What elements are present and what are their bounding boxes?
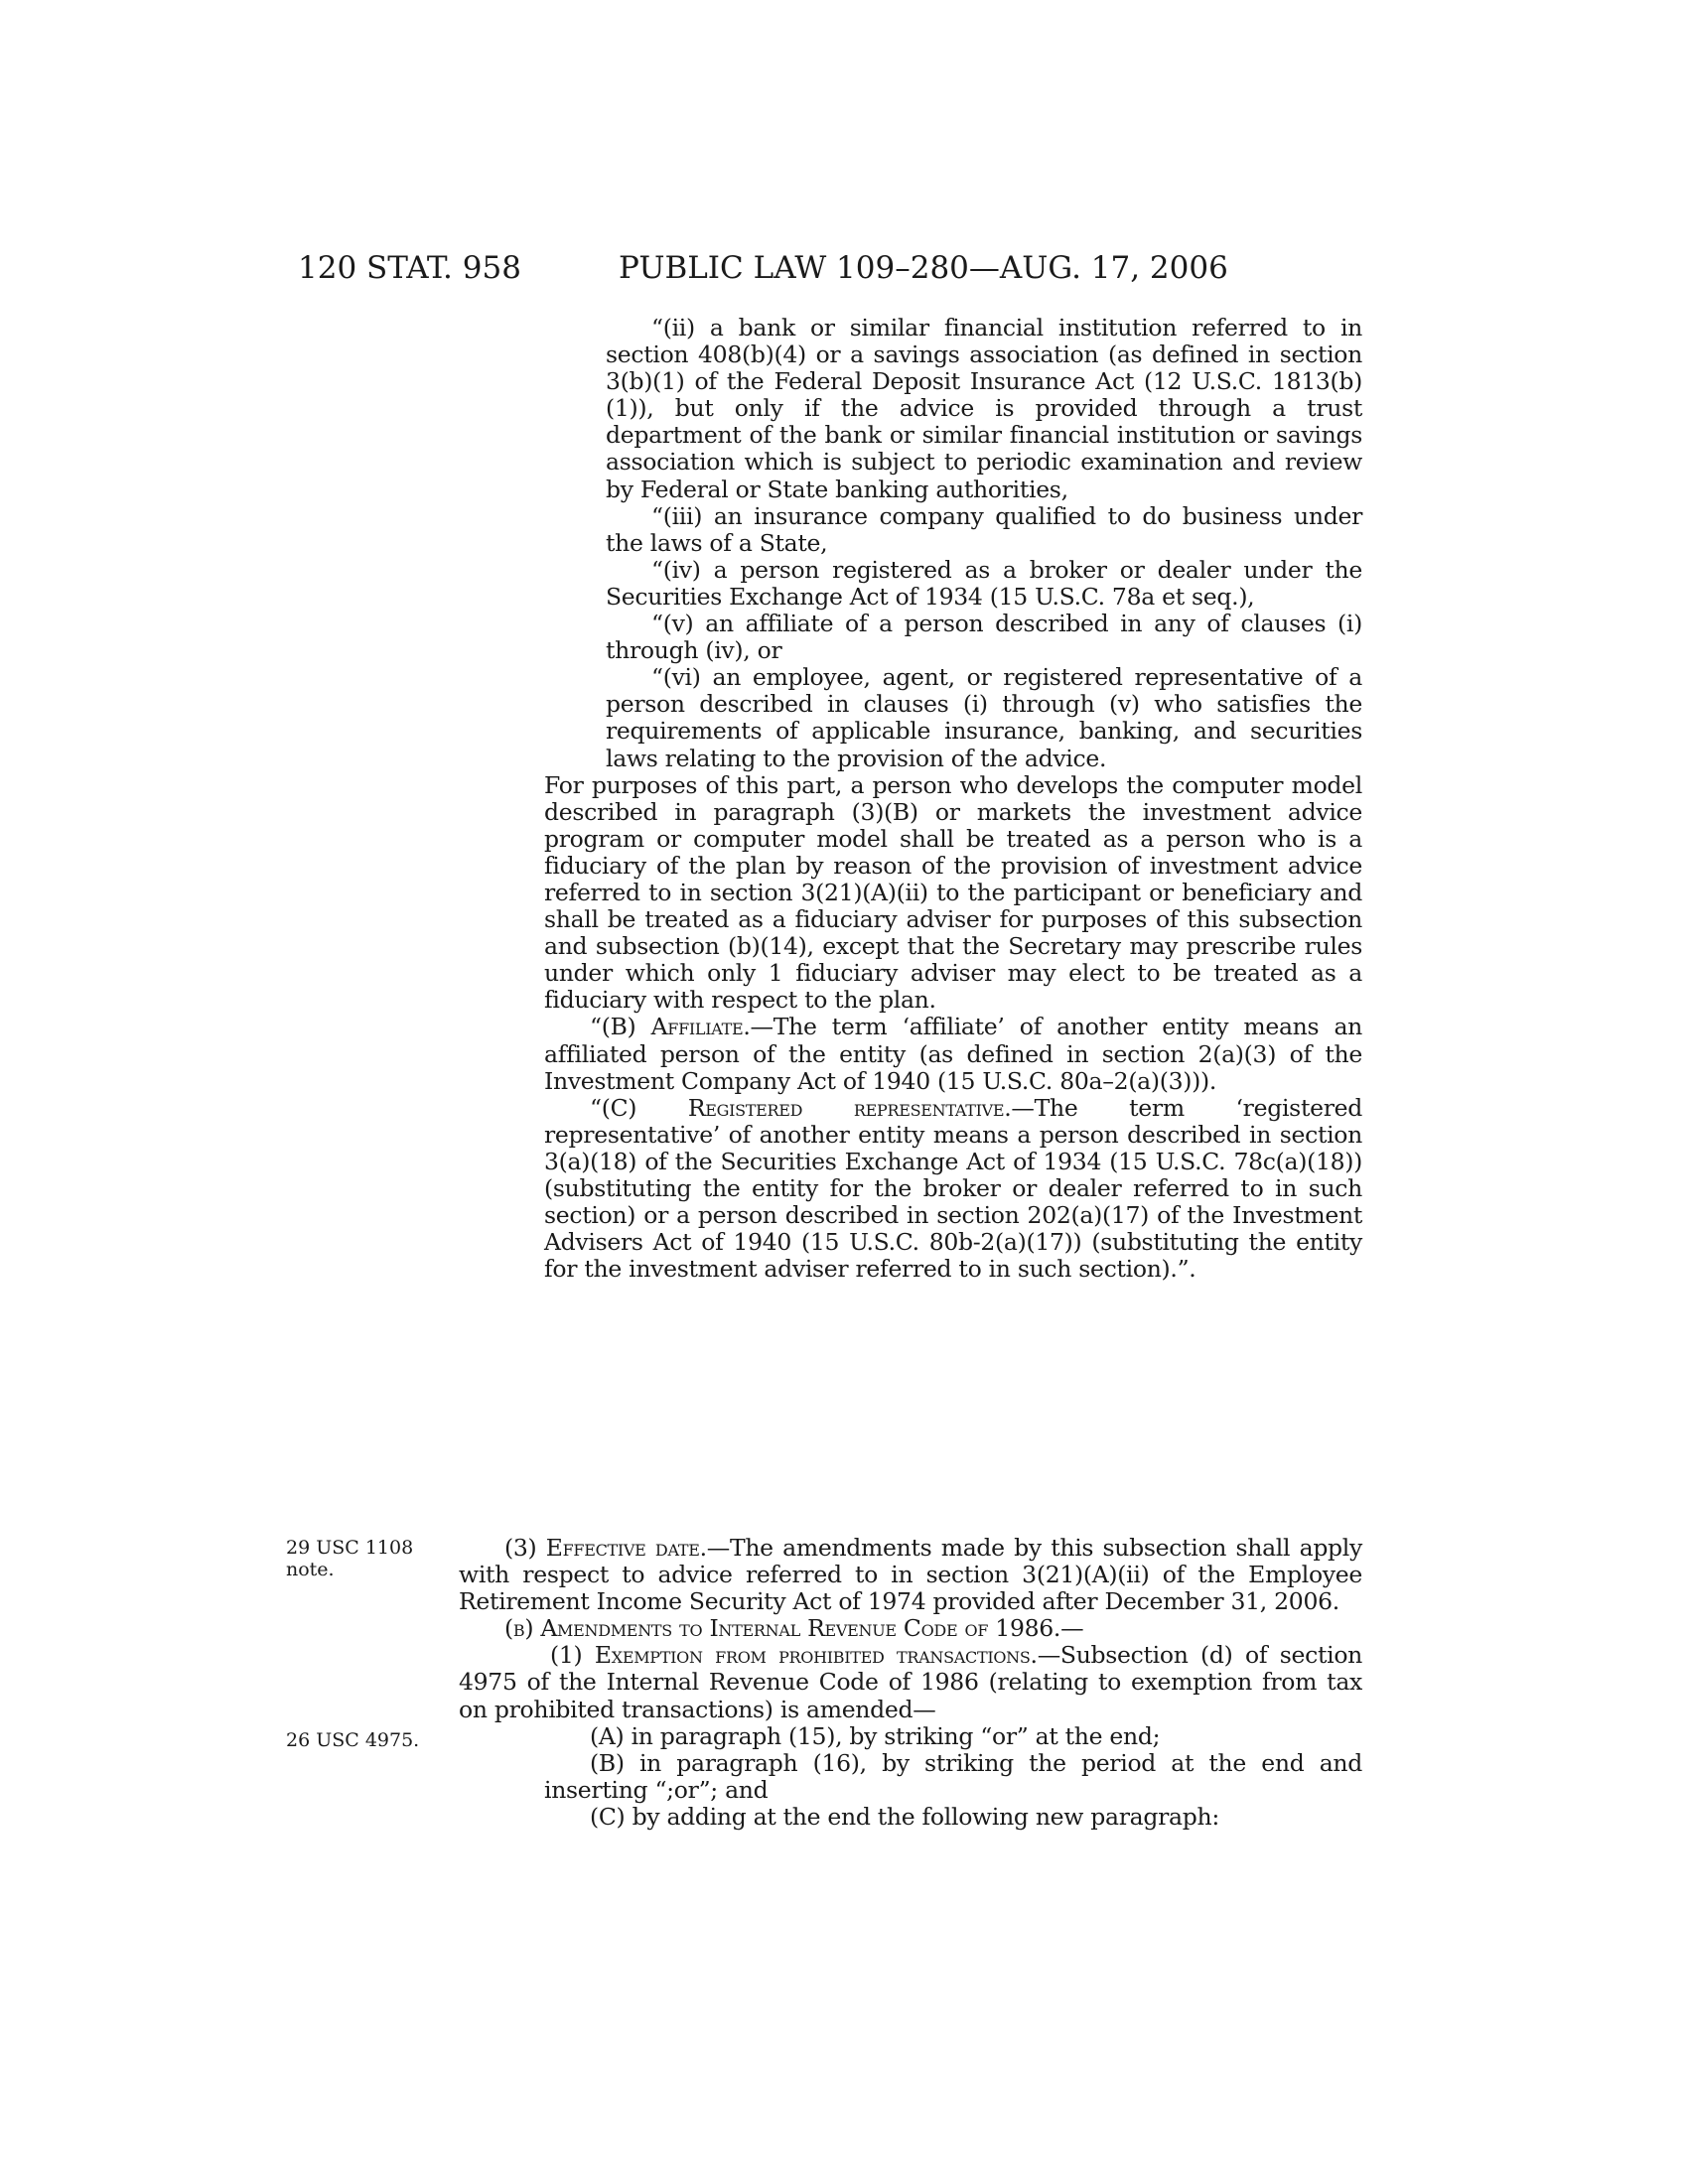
subparagraph-b-heading: “(B) Affiliate.: [590, 1013, 751, 1041]
paragraph-1-heading: (1) Exemption from prohibited transactions.: [550, 1641, 1038, 1670]
subsection-b-heading: (b) Amendments to Internal Revenue Code of 1986.: [504, 1614, 1061, 1643]
clause-ii: “(ii) a bank or similar financial institution referred to in section 408(b)(4) or a savings association (as defined in section 3(b)(1) of the Federal Deposit Insurance Act (12 U.S.C. 1813(b)(1)), but only if the advice is provided through a trust department of the bank or similar financial institution or savings association which is subject to periodic examination and review by Federal or State banking authorities,: [606, 314, 1362, 503]
subparagraph-b-affiliate: [544, 1014, 1362, 1094]
clause-list: [544, 315, 1362, 772]
subsection-b-amendments: [459, 1615, 1362, 1642]
subparagraph-b-strike-period: (B) in paragraph (16), by striking the period at the end and inserting “;or”; and: [544, 1748, 1362, 1804]
subparagraph-c-add-paragraph: (C) by adding at the end the following new paragraph:: [590, 1802, 1219, 1831]
clause-iii: “(iii) an insurance company qualified to do business under the laws of a State,: [606, 501, 1362, 557]
margin-note-26-usc: 26 USC 4975.: [286, 1729, 420, 1751]
paragraph-3-text: —The amendments made by this subsection shall apply with respect to advice referred to in section 3(21)(A)(ii) of the Employee Retirement Income Security Act of 1974 provided after December 31, 2006.: [459, 1534, 1362, 1616]
clause-v: “(v) an affiliate of a person described in any of clauses (i) through (iv), or: [606, 610, 1362, 665]
clause-vi: “(vi) an employee, agent, or registered representative of a person described in clauses (i) through (v) who satisfies the requirements of applicable insurance, banking, and securities laws relating to the provision of the advice.: [606, 663, 1362, 772]
page-header-title: PUBLIC LAW 109–280—AUG. 17, 2006: [619, 250, 1228, 286]
document-body-lower: [459, 1534, 1363, 1831]
clause-iv: “(iv) a person registered as a broker or dealer under the Securities Exchange Act of 1934 (15 U.S.C. 78a et seq.),: [606, 555, 1362, 611]
subparagraph-c-text: —The term ‘registered representative’ of another entity means a person described in section 3(a)(18) of the Securities Exchange Act of 1934 (15 U.S.C. 78c(a)(18)) (substituting the entity for the broker or dealer referred to in such section) or a person described in section 202(a)(17) of the Investment Advisers Act of 1940 (15 U.S.C. 80b-2(a)(17)) (substituting the entity for the investment adviser referred to in such section).”.: [544, 1093, 1362, 1284]
fiduciary-paragraph: For purposes of this part, a person who develops the computer model described in paragraph (3)(B) or markets the investment advice program or computer model shall be treated as a person who is a fiduciary of the plan by reason of the provision of investment advice referred to in section 3(21)(A)(ii) to the participant or beneficiary and shall be treated as a fiduciary adviser for purposes of this subsection and subsection (b)(14), except that the Secretary may prescribe rules under which only 1 fiduciary adviser may elect to be treated as a fiduciary with respect to the plan.: [544, 770, 1362, 1015]
margin-note-29-usc: [286, 1537, 413, 1580]
page-statute-number: 120 STAT. 958: [298, 250, 521, 286]
paragraph-1-text: —Subsection (d) of section 4975 of the Internal Revenue Code of 1986 (relating to exemption from tax on prohibited transactions) is amended—: [459, 1641, 1363, 1723]
paragraph-3-heading: (3) Effective date.: [504, 1534, 707, 1562]
document-body: [544, 315, 1362, 1283]
subsection-b-dash: —: [1060, 1614, 1084, 1643]
subparagraph-c-registered-rep: [544, 1095, 1362, 1284]
subparagraph-a-strike-or: (A) in paragraph (15), by striking “or” at the end;: [590, 1721, 1161, 1750]
subparagraph-c-heading: “(C) Registered representative.: [590, 1093, 1012, 1122]
margin-note-29-usc-line1: 29 USC 1108: [286, 1537, 414, 1559]
subparagraph-b-text: —The term ‘affiliate’ of another entity means an affiliated person of the entity (as defined in section 2(a)(3) of the Investment Company Act of 1940 (15 U.S.C. 80a–2(a)(3))).: [544, 1013, 1362, 1095]
paragraph-1-exemption: [459, 1642, 1362, 1722]
paragraph-3-effective-date: [459, 1535, 1362, 1615]
margin-note-29-usc-line2: note.: [286, 1559, 335, 1580]
